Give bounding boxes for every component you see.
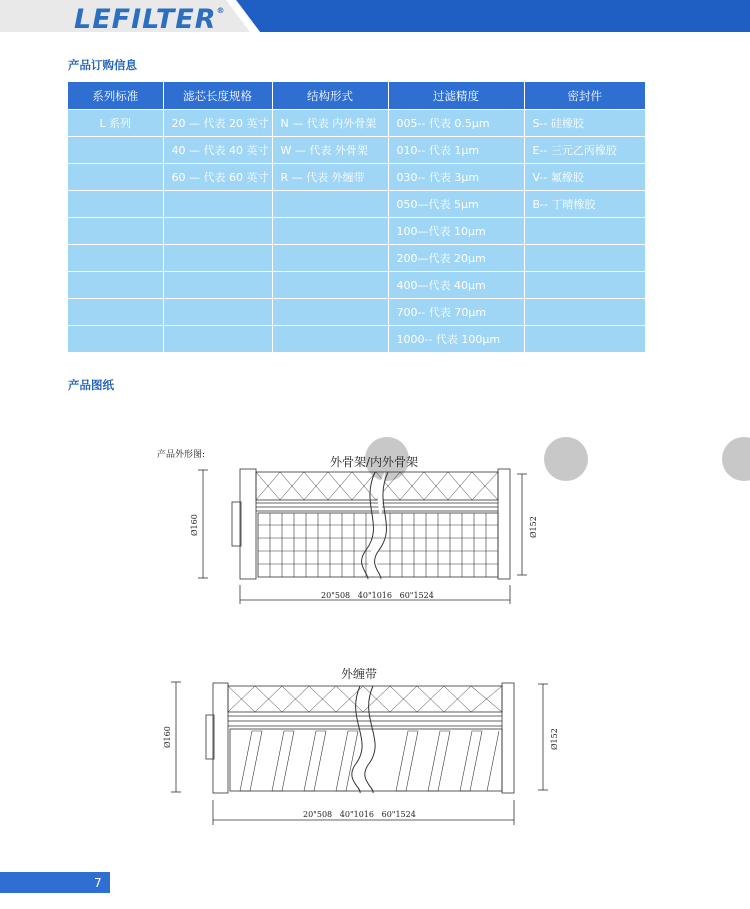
- header-length: 滤芯长度规格: [163, 82, 272, 110]
- top-drawing-label: 外骨架/内外骨架: [330, 455, 419, 469]
- header-seal: 密封件: [524, 82, 645, 110]
- logo-text: LEFILTER: [74, 4, 217, 35]
- ordering-title: 产品订购信息: [68, 58, 137, 72]
- table-cell: E-- 三元乙丙橡胶: [524, 137, 645, 164]
- table-cell: 005-- 代表 0.5µm: [388, 110, 524, 137]
- table-cell: 200—代表 20µm: [388, 245, 524, 272]
- bottom-dim-right: Ø152: [550, 728, 559, 750]
- table-cell: N — 代表 内外骨架: [272, 110, 388, 137]
- table-cell: 40 — 代表 40 英寸: [163, 137, 272, 164]
- table-cell: 050—代表 5µm: [388, 191, 524, 218]
- table-cell: S-- 硅橡胶: [524, 110, 645, 137]
- table-cell: W — 代表 外骨架: [272, 137, 388, 164]
- table-cell: 700-- 代表 70µm: [388, 299, 524, 326]
- header-structure: 结构形式: [272, 82, 388, 110]
- table-cell: 010-- 代表 1µm: [388, 137, 524, 164]
- registered-mark: ®: [216, 6, 226, 15]
- outline-label: 产品外形图:: [157, 450, 206, 460]
- drawing-title: 产品图纸: [68, 378, 114, 392]
- bottom-drawing-label: 外缠带: [341, 667, 378, 681]
- bottom-dim-left: Ø160: [163, 726, 172, 748]
- table-cell: 20 — 代表 20 英寸: [163, 110, 272, 137]
- table-cell: B-- 丁晴橡胶: [524, 191, 645, 218]
- header-precision: 过滤精度: [388, 82, 524, 110]
- table-cell: 1000-- 代表 100µm: [388, 326, 524, 353]
- drawing-bottom: [171, 682, 548, 825]
- table-cell: V-- 氟橡胶: [524, 164, 645, 191]
- table-cell: 030-- 代表 3µm: [388, 164, 524, 191]
- top-dim-right: Ø152: [529, 516, 538, 538]
- table-cell: 400—代表 40µm: [388, 272, 524, 299]
- drawing-top: [198, 469, 527, 604]
- table-cell: L 系列: [68, 110, 163, 137]
- table-cell: 100—代表 10µm: [388, 218, 524, 245]
- page-number: 7: [94, 876, 102, 890]
- table-cell: 60 — 代表 60 英寸: [163, 164, 272, 191]
- header-series: 系列标准: [68, 82, 163, 110]
- bottom-dim-lengths: 20"508 40"1016 60"1524: [303, 810, 416, 819]
- top-dim-left: Ø160: [190, 514, 199, 536]
- top-dim-lengths: 20"508 40"1016 60"1524: [321, 591, 434, 600]
- table-cell: R — 代表 外缠带: [272, 164, 388, 191]
